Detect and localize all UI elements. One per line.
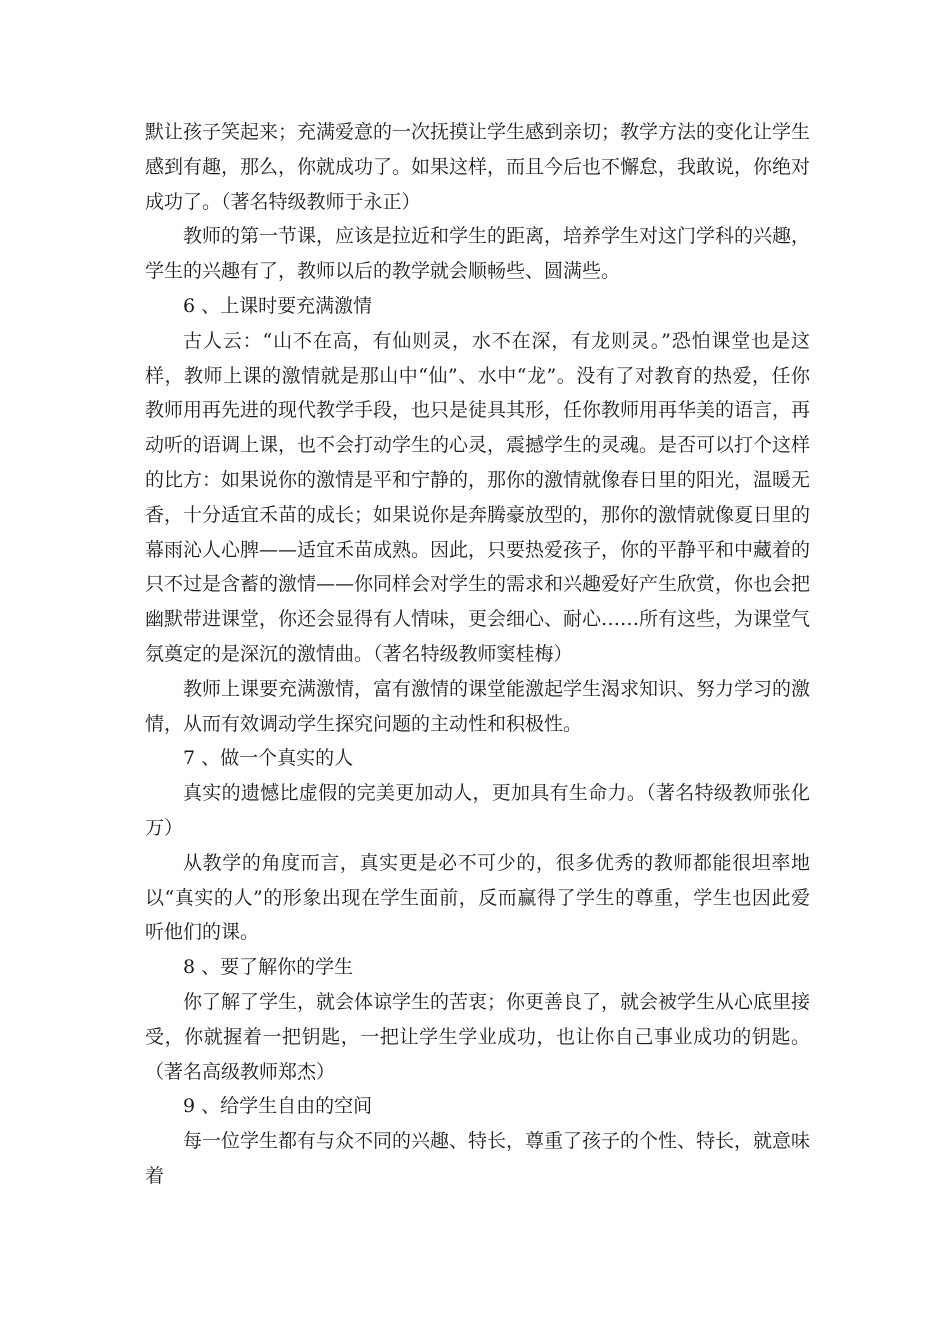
paragraph: 每一位学生都有与众不同的兴趣、特长，尊重了孩子的个性、特长，就意味着	[145, 1130, 811, 1187]
paragraph: 教师的第一节课，应该是拉近和学生的距离，培养学生对这门学科的兴趣，学生的兴趣有了，教师以后的教学就会顺畅些、圆满些。	[145, 225, 811, 283]
paragraph: 真实的遗憾比虚假的完美更加动人，更加具有生命力。（著名特级教师张化万）	[145, 782, 810, 839]
paragraph: 你了解了学生，就会体谅学生的苦衷；你更善良了，就会被学生从心底里接受，你就握着一把钥匙，一把让学生学业成功，也让你自己事业成功的钥匙。（著名高级教师郑杰）	[145, 990, 811, 1083]
section-heading: 9 、给学生自由的空间	[183, 1095, 373, 1118]
section-heading: 6 、上课时要充满激情	[183, 294, 373, 317]
paragraph: 从教学的角度而言，真实更是必不可少的，很多优秀的教师都能很坦率地以“真实的人”的形象出现在学生面前，反而赢得了学生的尊重，学生也因此爱听他们的课。	[145, 851, 810, 944]
paragraph: 古人云：“山不在高，有仙则灵，水不在深，有龙则灵。”恐怕课堂也是这样，教师上课的激情就是那山中“仙”、水中“龙”。没有了对教育的热爱，任你教师用再先进的现代教学手段，也只是徒具其形，任你教师用再华美的语言，再动听的语调上课，也不会打动学生的心灵，震撼学生的灵魂。是否可以打个这样的比方：如果说你的激情是平和宁静的，那你的激情就像春日里的阳光，温暖无香，十分适宜禾苗的成长；如果说你是奔腾豪放型的，那你的激情就像夏日里的幕雨沁人心脾——适宜禾苗成熟。因此，只要热爱孩子，你的平静平和中藏着的只不过是含蓄的激情——你同样会对学生的需求和兴趣爱好产生欣赏，你也会把幽默带进课堂，你还会显得有人情味，更会细心、耐心……所有这些，为课堂气氛奠定的是深沉的激情曲。（著名特级教师窦桂梅）	[145, 329, 811, 665]
section-heading: 8 、要了解你的学生	[183, 956, 354, 979]
document-body	[145, 115, 810, 1194]
paragraph: 教师上课要充满激情，富有激情的课堂能激起学生渴求知识、努力学习的激情，从而有效调动学生探究问题的主动性和积极性。	[145, 677, 811, 735]
paragraph: 默让孩子笑起来；充满爱意的一次抚摸让学生感到亲切；教学方法的变化让学生感到有趣，那么，你就成功了。如果这样，而且今后也不懈怠，我敢说，你绝对成功了。（著名特级教师于永正）	[145, 121, 811, 213]
section-heading: 7 、做一个真实的人	[183, 747, 354, 770]
